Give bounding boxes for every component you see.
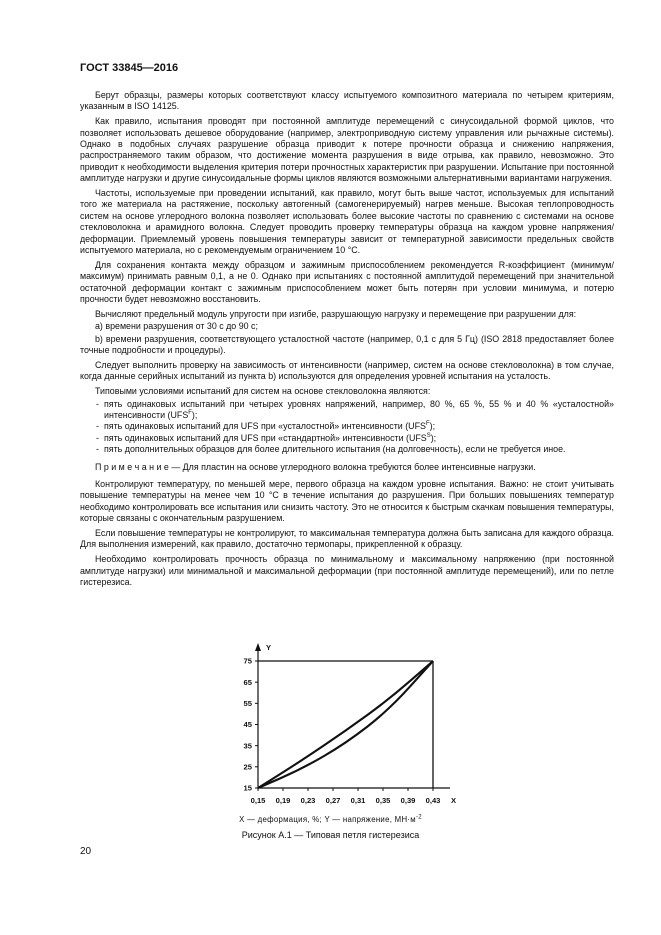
y-tick-label: 45 [243, 720, 252, 730]
paragraph: Как правило, испытания проводят при постоянной амплитуде перемещений с синусоидальной формой циклов, что позволяет использовать дешевое оборудование (например, электроприводную систему управления или рычажные системы). Однако в подобных случаях разрушение образца приводит к потере прочности образца и снижению напряжения, распространяемого таким образом, что достижение момента разрушения в виде отрыва, как правило, невозможно. Это приводит к необходимости выделения критерия потери прочностных характеристик при разрушении. Испытание при постоянной амплитуде нагрузки и другие синусоидальные формы циклов являются возможными альтернативными вариантами нагружения. [80, 116, 614, 184]
hysteresis-figure [225, 638, 475, 828]
page-number: 20 [80, 846, 92, 857]
x-tick-label: 0,19 [275, 796, 291, 805]
note-text: — Для пластин на основе углеродного волокна требуются более интенсивные нагрузки. [168, 461, 536, 472]
y-tick-label: 15 [243, 783, 252, 793]
list-item: - пять одинаковых испытаний для UFS при «стандартной» интенсивности $(UFS^S)$; [88, 433, 614, 444]
note-label: П р и м е ч а н и е [95, 461, 169, 472]
y-axis-label: Y [266, 643, 272, 652]
x-tick-label: 0,23 [300, 796, 316, 805]
y-tick-label: 35 [243, 741, 252, 751]
paragraph: Для сохранения контакта между образцом и зажимным приспособлением рекомендуется R-коэффициент (минимум/максимум) принимать равным 0,1, а не 0. Однако при испытаниях с постоянной амплитудой перемещений при значительной остаточной деформации контакт с зажимным приспособлением может быть потерян при условии минимума, и потерю прочности будет невозможно восстановить. [80, 259, 614, 305]
paragraph: Если повышение температуры не контролируют, то максимальная температура должна быть записана для каждого образца. Для выполнения измерений, как правило, достаточно термопары, прикрепленной к образцу. [80, 527, 614, 550]
x-tick-label: 0,27 [325, 796, 341, 805]
series-line-1 [258, 661, 433, 788]
x-tick-label: 0,35 [375, 796, 391, 805]
standard-header: ГОСТ 33845—2016 [80, 62, 179, 74]
y-tick-label: 65 [243, 677, 252, 687]
y-tick-label: 75 [243, 656, 252, 666]
x-tick-label: 0,31 [350, 796, 366, 805]
test-conditions-list [80, 399, 614, 456]
y-axis-arrow [255, 643, 261, 651]
body-text [80, 90, 614, 592]
note [80, 462, 614, 473]
list-item-b: b) времени разрушения, соответствующего усталостной частоте (например, 0,1 с для 5 Гц) (ISO 2818 предоставляет более точные подробности и процедуры). [80, 333, 614, 356]
paragraph: Берут образцы, размеры которых соответствуют классу испытуемого композитного материала по четырем критериям, указанным в ISO 14125. [80, 90, 614, 112]
x-tick-label: 0,39 [400, 796, 416, 805]
y-tick-label: 25 [243, 762, 252, 772]
x-tick-label: 0,15 [250, 796, 266, 805]
x-tick-label: 0,43 [425, 796, 441, 805]
paragraph: Частоты, используемые при проведении испытаний, как правило, могут быть выше частот, используемых для испытаний того же материала на растяжение, поскольку автогенный (самогенерируемый) нагрев меньше. Высокая теплопроводность систем на основе углеродного волокна позволяет использовать более высокие частоты по сравнению с системами на основе стекловолокна и арамидного волокна. Следует проводить проверку температуры образца на каждом уровне напряжения/деформации. Приемлемый уровень повышения температуры зависит от температурной зависимости предельных свойств испытуемого материала, но с рекомендуемым ограничением 10 °С. [80, 188, 614, 256]
list-item-a: а) времени разрушения от 30 с до 90 с; [95, 321, 258, 332]
figure-caption: Рисунок А.1 — Типовая петля гистерезиса [241, 830, 420, 840]
y-tick-label: 55 [243, 698, 252, 708]
series-line-2 [258, 661, 433, 788]
list-item: - пять одинаковых испытаний при четырех уровнях напряжений, например, 80 %, 65 %, 55 % и 40 % «усталостной» интенсивности $(UFS^F)$; [88, 399, 614, 422]
hysteresis-chart [225, 638, 475, 828]
axis-caption: X — деформация, %; Y — напряжение, $МН\cdot м^{-2}$ [239, 814, 422, 824]
paragraph: Вычисляют предельный модуль упругости при изгибе, разрушающую нагрузку и перемещение при разрушении для: [95, 308, 577, 319]
paragraph: Следует выполнить проверку на зависимость от интенсивности (например, систем на основе стекловолокна) в том случае, когда данные серийных испытаний из пункта b) используются для определения уровней испытания на усталость. [80, 359, 614, 382]
paragraph: Контролируют температуру, по меньшей мере, первого образца на каждом уровне испытания. Важно: не стоит учитывать повышение температуры на менее чем 10 °С в течение испытания до разрушения. При больших повышениях температур необходимо контролировать все испытания или снизить частоту. Это не относится к быстрым скачкам повышения температуры, которые связаны с окончательным разрушением. [80, 478, 614, 524]
x-axis-label: X [451, 796, 457, 805]
paragraph: Типовыми условиями испытаний для систем на основе стекловолокна являются: [95, 386, 431, 397]
list-item: - пять одинаковых испытаний для UFS при «усталостной» интенсивности $(UFS^F)$; [88, 421, 614, 432]
list-item: - пять дополнительных образцов для более длительного испытания (на долговечность), если не требуется иное. [88, 444, 614, 455]
paragraph: Необходимо контролировать прочность образца по минимальному и максимальному напряжению (при постоянной амплитуде нагрузки) или минимальной и максимальной деформации (при постоянной амплитуде перемещений), или по петле гистерезиса. [80, 554, 614, 587]
